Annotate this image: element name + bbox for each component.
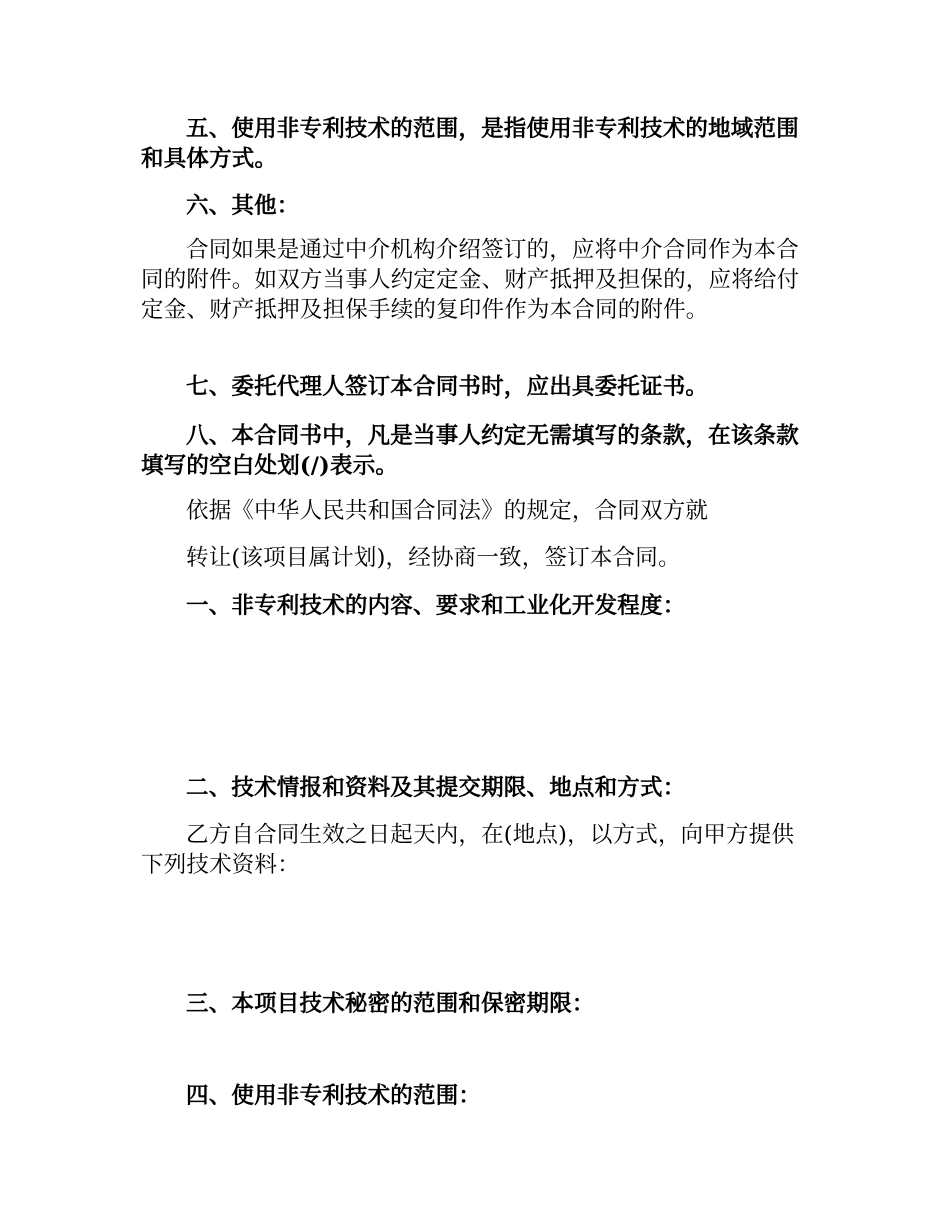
article-two-heading: 二、技术情报和资料及其提交期限、地点和方式： [186, 775, 686, 801]
preamble-line-two: 转让(该项目属计划)，经协商一致，签订本合同。 [186, 545, 681, 571]
article-one-heading: 一、非专利技术的内容、要求和工业化开发程度： [186, 593, 686, 619]
clause-six-body: 合同如果是通过中介机构介绍签订的，应将中介合同作为本合同的附件。如双方当事人约定定金、财产抵押及担保的，应将给付定金、财产抵押及担保手续的复印件作为本合同的附件。 [141, 237, 800, 323]
article-two-body: 乙方自合同生效之日起天内，在(地点)，以方式，向甲方提供下列技术资料： [141, 822, 795, 878]
clause-six-heading: 六、其他： [186, 193, 300, 219]
preamble-line-one: 依据《中华人民共和国合同法》的规定，合同双方就 [186, 498, 709, 524]
article-three-heading: 三、本项目技术秘密的范围和保密期限： [186, 991, 595, 1017]
article-four-heading: 四、使用非专利技术的范围： [186, 1083, 482, 1109]
clause-seven-heading: 七、委托代理人签订本合同书时，应出具委托证书。 [186, 374, 709, 400]
clause-five-heading: 五、使用非专利技术的范围，是指使用非专利技术的地域范围和具体方式。 [141, 116, 799, 172]
clause-eight-heading: 八、本合同书中，凡是当事人约定无需填写的条款，在该条款填写的空白处划(/)表示。 [141, 423, 799, 479]
